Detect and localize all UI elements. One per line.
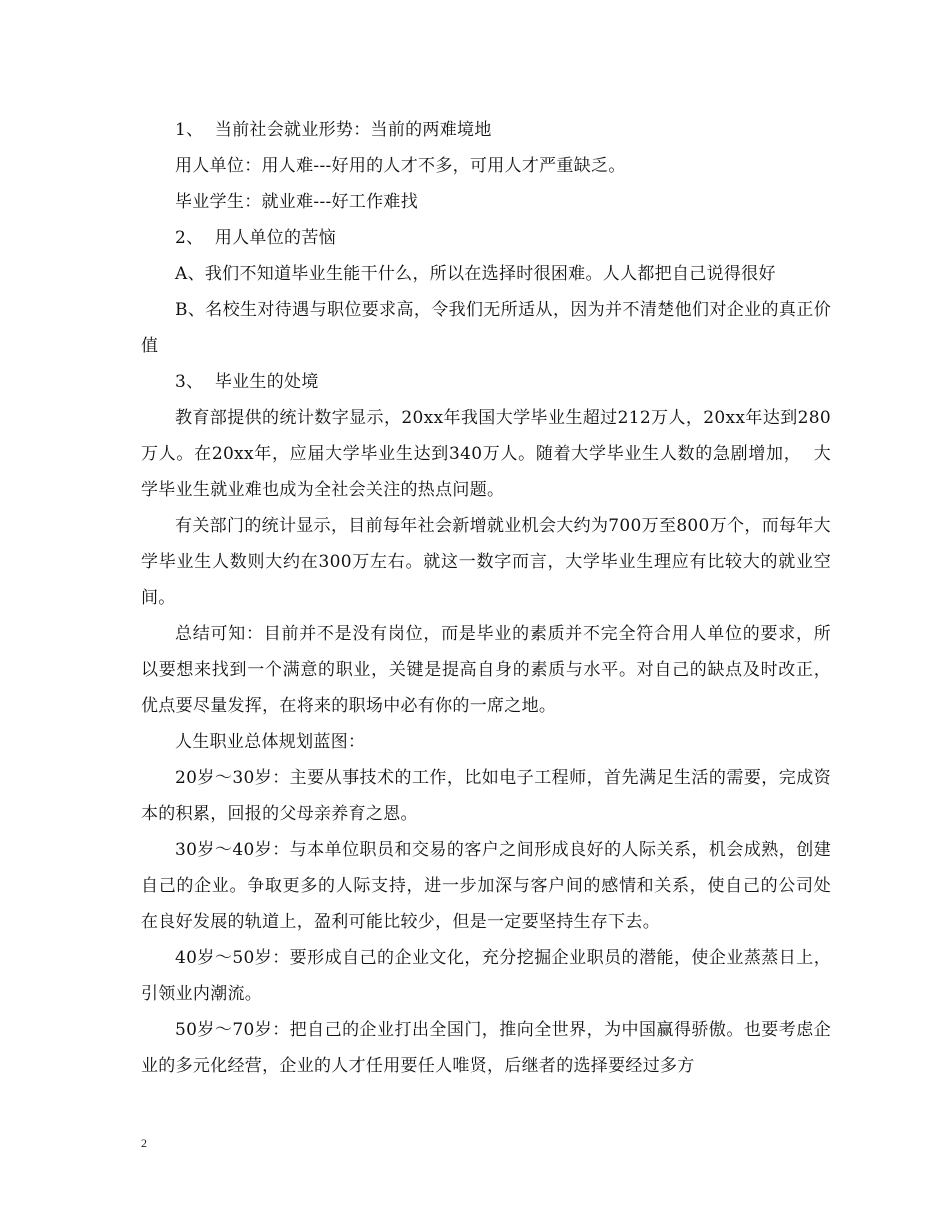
paragraph-statistics-education: 教育部提供的统计数字显示，20xx年我国大学毕业生超过212万人，20xx年达到280万人。在20xx年，应届大学毕业生达到340万人。随着大学毕业生人数的急剧增加， 大学毕业生就业难也成为全社会关注的热点问题。 bbox=[141, 408, 831, 500]
paragraph-employers: 用人单位：用人难---好用的人才不多，可用人才严重缺乏。 bbox=[175, 156, 626, 176]
paragraph-age-40-50: 40岁～50岁：要形成自己的企业文化，充分挖掘企业职员的潜能，使企业蒸蒸日上，引领业内潮流。 bbox=[141, 948, 831, 1004]
section-heading-graduate-situation: 3、 毕业生的处境 bbox=[175, 372, 319, 392]
paragraph-age-30-40: 30岁～40岁：与本单位职员和交易的客户之间形成良好的人际关系，机会成熟，创建自己的企业。争取更多的人际支持，进一步加深与客户间的感情和关系，使自己的公司处在良好发展的轨道上，盈利可能比较少，但是一定要坚持生存下去。 bbox=[141, 840, 831, 932]
section-heading-employment-situation: 1、 当前社会就业形势：当前的两难境地 bbox=[175, 120, 492, 140]
paragraph-point-a: A、我们不知道毕业生能干什么，所以在选择时很困难。人人都把自己说得很好 bbox=[175, 264, 776, 284]
section-heading-employer-troubles: 2、 用人单位的苦恼 bbox=[175, 228, 336, 248]
paragraph-graduates: 毕业学生：就业难---好工作难找 bbox=[175, 192, 419, 212]
paragraph-age-20-30: 20岁～30岁：主要从事技术的工作，比如电子工程师，首先满足生活的需要，完成资本的积累，回报的父母亲养育之恩。 bbox=[141, 768, 831, 824]
paragraph-summary: 总结可知：目前并不是没有岗位，而是毕业的素质并不完全符合用人单位的要求，所以要想来找到一个满意的职业，关键是提高自身的素质与水平。对自己的缺点及时改正，优点要尽量发挥，在将来的职场中必有你的一席之地。 bbox=[141, 624, 831, 716]
document-body bbox=[141, 112, 831, 1084]
paragraph-career-blueprint-heading: 人生职业总体规划蓝图： bbox=[175, 732, 366, 752]
page-number: 2 bbox=[141, 1136, 147, 1150]
paragraph-point-b: B、名校生对待遇与职位要求高，令我们无所适从，因为并不清楚他们对企业的真正价值 bbox=[141, 300, 831, 356]
paragraph-statistics-jobs: 有关部门的统计显示，目前每年社会新增就业机会大约为700万至800万个，而每年大学毕业生人数则大约在300万左右。就这一数字而言，大学毕业生理应有比较大的就业空间。 bbox=[141, 516, 831, 608]
paragraph-age-50-70: 50岁～70岁：把自己的企业打出全国门，推向全世界，为中国赢得骄傲。也要考虑企业的多元化经营，企业的人才任用要任人唯贤，后继者的选择要经过多方 bbox=[141, 1020, 831, 1076]
